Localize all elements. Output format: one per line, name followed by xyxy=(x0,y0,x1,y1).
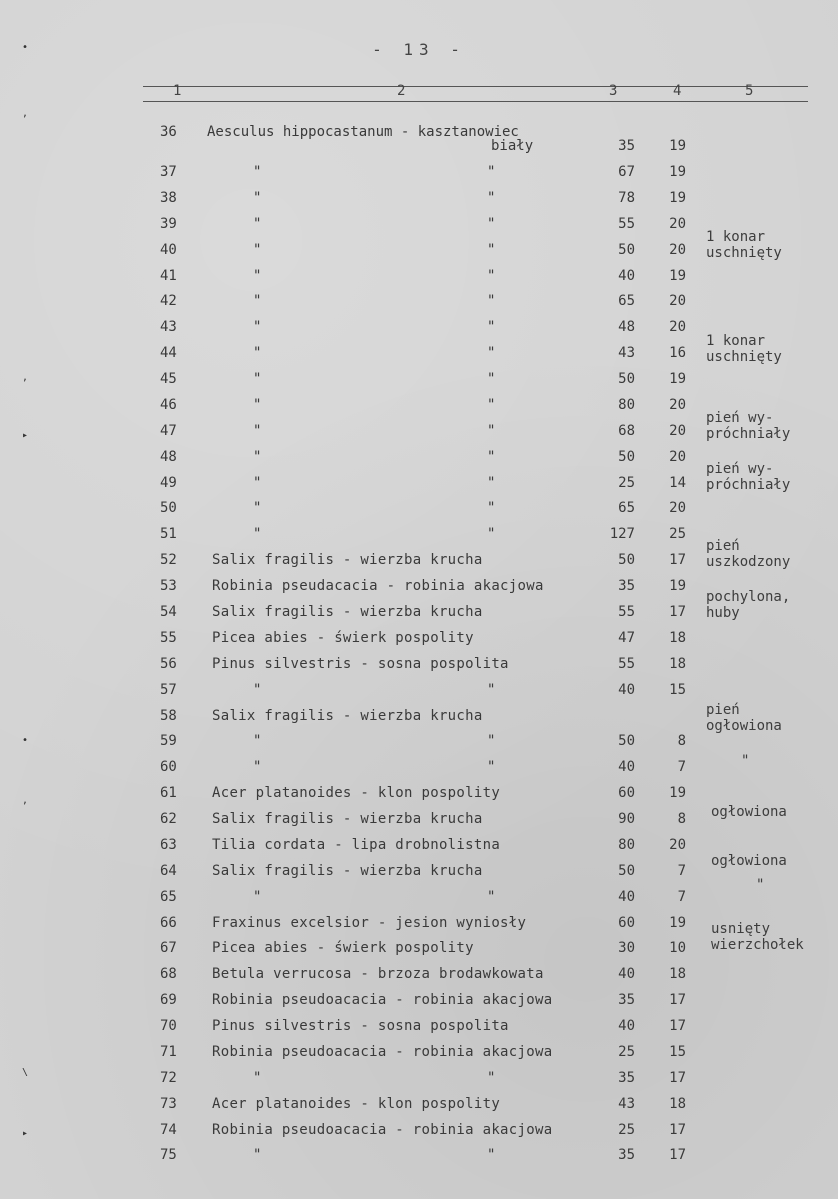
margin-tick: , xyxy=(22,108,29,119)
value-col3: 50 xyxy=(618,552,635,569)
ditto-mark: " xyxy=(253,733,262,750)
column-header-3: 3 xyxy=(609,83,618,99)
row-number: 54 xyxy=(160,604,177,620)
value-col4: 17 xyxy=(669,604,686,620)
ditto-mark: " xyxy=(487,759,496,776)
value-col3: 127 xyxy=(609,526,635,543)
row-number: 47 xyxy=(160,422,177,439)
value-col4: 17 xyxy=(669,1069,686,1086)
row-number: 64 xyxy=(160,862,177,879)
table-row xyxy=(0,889,838,913)
row-number: 73 xyxy=(160,1095,177,1112)
value-col4: 19 xyxy=(669,138,686,154)
note-5: pień uszkodzony xyxy=(706,538,791,570)
row-number: 50 xyxy=(160,500,177,517)
value-col4: 20 xyxy=(669,500,686,517)
ditto-mark: " xyxy=(487,681,496,698)
note-12: usnięty wierzchołek xyxy=(711,921,804,953)
margin-tick: , xyxy=(22,372,29,383)
value-col3: 50 xyxy=(618,241,635,258)
row-number: 72 xyxy=(160,1069,177,1086)
value-col3: 30 xyxy=(618,940,635,957)
value-col3: 65 xyxy=(618,500,635,517)
row-number: 39 xyxy=(160,215,177,232)
value-col4: 7 xyxy=(677,862,686,879)
ditto-mark: " xyxy=(253,448,262,465)
value-col3: 43 xyxy=(618,345,635,362)
value-col3: 40 xyxy=(618,681,635,698)
species-name: Robinia pseudoacacia - robinia akacjowa xyxy=(212,1121,553,1138)
table-top-rule xyxy=(143,86,808,87)
value-col3: 55 xyxy=(618,604,635,620)
value-col3: 35 xyxy=(618,992,635,1009)
species-name: Picea abies - świerk pospolity xyxy=(212,629,474,646)
note-9: ogłowiona xyxy=(711,804,787,820)
table-row xyxy=(0,759,838,783)
ditto-mark: " xyxy=(253,371,262,387)
margin-dot: • xyxy=(22,42,29,53)
species-name: Betula verrucosa - brzoza brodawkowata xyxy=(212,966,544,983)
ditto-mark: " xyxy=(487,500,496,517)
column-header-1: 1 xyxy=(173,83,182,99)
value-col4: 20 xyxy=(669,241,686,258)
value-col4: 20 xyxy=(669,396,686,413)
value-col4: 20 xyxy=(669,293,686,310)
value-col3: 40 xyxy=(618,888,635,905)
ditto-mark: " xyxy=(253,500,262,517)
species-name: Pinus silvestris - sosna pospolita xyxy=(212,1018,509,1034)
table-header-rule xyxy=(143,101,808,102)
value-col4: 7 xyxy=(677,759,686,776)
value-col4: 19 xyxy=(669,267,686,284)
value-col3: 25 xyxy=(618,474,635,491)
value-col3: 55 xyxy=(618,215,635,232)
value-col3: 50 xyxy=(618,371,635,387)
value-col3: 48 xyxy=(618,319,635,336)
row-number: 48 xyxy=(160,448,177,465)
value-col4: 17 xyxy=(669,1018,686,1034)
note-6: pochylona, huby xyxy=(706,589,791,621)
table-row xyxy=(0,1044,838,1068)
value-col4: 20 xyxy=(669,215,686,232)
table-row xyxy=(0,190,838,214)
ditto-mark: " xyxy=(253,526,262,543)
value-col3: 35 xyxy=(618,1069,635,1086)
species-name-continued: biały xyxy=(491,138,534,154)
row-number: 60 xyxy=(160,759,177,776)
table-row xyxy=(0,733,838,757)
ditto-mark: " xyxy=(253,215,262,232)
row-number: 75 xyxy=(160,1147,177,1164)
value-col3: 43 xyxy=(618,1095,635,1112)
row-number: 74 xyxy=(160,1121,177,1138)
page-number: - 13 - xyxy=(372,40,466,59)
ditto-mark: " xyxy=(487,293,496,310)
ditto-mark: " xyxy=(487,888,496,905)
value-col4: 18 xyxy=(669,629,686,646)
table-row xyxy=(0,992,838,1016)
table-row xyxy=(0,1096,838,1120)
ditto-mark: " xyxy=(253,474,262,491)
row-number: 37 xyxy=(160,164,177,180)
note-2: 1 konar uschnięty xyxy=(706,333,782,365)
row-number: 45 xyxy=(160,371,177,387)
ditto-mark: " xyxy=(253,396,262,413)
value-col4: 8 xyxy=(677,733,686,750)
value-col3: 80 xyxy=(618,836,635,853)
row-number: 71 xyxy=(160,1043,177,1060)
row-number: 57 xyxy=(160,681,177,698)
ditto-mark: " xyxy=(487,1147,496,1164)
ditto-mark: " xyxy=(253,888,262,905)
row-number: 44 xyxy=(160,345,177,362)
value-col4: 19 xyxy=(669,785,686,802)
row-number: 62 xyxy=(160,811,177,827)
value-col4: 18 xyxy=(669,655,686,672)
note-7: pień ogłowiona xyxy=(706,702,782,734)
margin-tick: \ xyxy=(22,1067,29,1078)
species-name: Salix fragilis - wierzba krucha xyxy=(212,604,483,620)
table-row xyxy=(0,500,838,524)
value-col4: 20 xyxy=(669,448,686,465)
ditto-mark: " xyxy=(253,164,262,180)
value-col4: 17 xyxy=(669,1147,686,1164)
row-number: 65 xyxy=(160,888,177,905)
ditto-mark: " xyxy=(253,1147,262,1164)
row-number: 43 xyxy=(160,319,177,336)
row-number: 36 xyxy=(160,124,177,140)
row-number: 52 xyxy=(160,552,177,569)
margin-arrow: ▸ xyxy=(22,1128,29,1139)
ditto-mark: " xyxy=(253,293,262,310)
row-number: 70 xyxy=(160,1018,177,1034)
ditto-mark: " xyxy=(487,345,496,362)
species-name: Tilia cordata - lipa drobnolistna xyxy=(212,836,501,853)
margin-tick: , xyxy=(22,795,29,806)
row-number: 58 xyxy=(160,707,177,724)
ditto-mark: " xyxy=(253,267,262,284)
column-header-4: 4 xyxy=(673,83,682,99)
species-name: Salix fragilis - wierzba krucha xyxy=(212,707,483,724)
table-row xyxy=(0,371,838,395)
species-name: Salix fragilis - wierzba krucha xyxy=(212,862,483,879)
species-name: Acer platanoides - klon pospolity xyxy=(212,1095,501,1112)
value-col3: 40 xyxy=(618,1018,635,1034)
row-number: 56 xyxy=(160,655,177,672)
value-col4: 19 xyxy=(669,189,686,206)
value-col3: 35 xyxy=(618,578,635,595)
value-col3: 60 xyxy=(618,785,635,802)
ditto-mark: " xyxy=(487,1069,496,1086)
ditto-mark: " xyxy=(487,396,496,413)
value-col3: 55 xyxy=(618,655,635,672)
row-number: 63 xyxy=(160,836,177,853)
row-number: 61 xyxy=(160,785,177,802)
table-row xyxy=(0,656,838,680)
value-col4: 10 xyxy=(669,940,686,957)
ditto-mark: " xyxy=(487,526,496,543)
value-col3: 47 xyxy=(618,629,635,646)
note-10: ogłowiona xyxy=(711,853,787,869)
value-col4: 19 xyxy=(669,371,686,387)
ditto-mark: " xyxy=(253,422,262,439)
table-row xyxy=(0,966,838,990)
margin-dot: • xyxy=(22,735,29,746)
value-col3: 50 xyxy=(618,448,635,465)
row-number: 69 xyxy=(160,992,177,1009)
row-number: 67 xyxy=(160,940,177,957)
ditto-mark: " xyxy=(487,267,496,284)
value-col4: 7 xyxy=(677,888,686,905)
value-col4: 15 xyxy=(669,681,686,698)
value-col4: 18 xyxy=(669,966,686,983)
ditto-mark: " xyxy=(487,474,496,491)
ditto-mark: " xyxy=(487,733,496,750)
row-number: 46 xyxy=(160,396,177,413)
value-col4: 17 xyxy=(669,552,686,569)
row-number: 59 xyxy=(160,733,177,750)
row-number: 42 xyxy=(160,293,177,310)
value-col4: 14 xyxy=(669,474,686,491)
ditto-mark: " xyxy=(253,1069,262,1086)
ditto-mark: " xyxy=(253,319,262,336)
value-col4: 20 xyxy=(669,836,686,853)
value-col4: 8 xyxy=(677,811,686,827)
value-col4: 20 xyxy=(669,319,686,336)
value-col3: 35 xyxy=(618,1147,635,1164)
value-col4: 19 xyxy=(669,914,686,931)
table-row xyxy=(0,268,838,292)
row-number: 40 xyxy=(160,241,177,258)
value-col3: 60 xyxy=(618,914,635,931)
value-col3: 40 xyxy=(618,267,635,284)
value-col4: 19 xyxy=(669,578,686,595)
species-name: Acer platanoides - klon pospolity xyxy=(212,785,501,802)
value-col3: 25 xyxy=(618,1043,635,1060)
value-col3: 80 xyxy=(618,396,635,413)
value-col4: 20 xyxy=(669,422,686,439)
species-name: Pinus silvestris - sosna pospolita xyxy=(212,655,509,672)
value-col4: 18 xyxy=(669,1095,686,1112)
ditto-mark: " xyxy=(487,189,496,206)
row-number: 53 xyxy=(160,578,177,595)
ditto-mark: " xyxy=(253,759,262,776)
value-col3: 25 xyxy=(618,1121,635,1138)
table-row xyxy=(0,630,838,654)
value-col3: 40 xyxy=(618,966,635,983)
species-name: Salix fragilis - wierzba krucha xyxy=(212,552,483,569)
table-row xyxy=(0,1018,838,1042)
value-col3: 35 xyxy=(618,138,635,154)
value-col3: 78 xyxy=(618,189,635,206)
ditto-mark: " xyxy=(253,345,262,362)
ditto-mark: " xyxy=(487,319,496,336)
note-4: pień wy- próchniały xyxy=(706,461,791,493)
margin-arrow: ▸ xyxy=(22,430,29,441)
value-col3: 67 xyxy=(618,164,635,180)
ditto-mark: " xyxy=(487,422,496,439)
ditto-mark: " xyxy=(487,371,496,387)
value-col3: 50 xyxy=(618,862,635,879)
ditto-mark: " xyxy=(253,189,262,206)
value-col4: 17 xyxy=(669,1121,686,1138)
note-8: " xyxy=(741,753,750,769)
table-row xyxy=(0,293,838,317)
note-1: 1 konar uschnięty xyxy=(706,229,782,261)
species-name: Aesculus hippocastanum - kasztanowiec xyxy=(207,124,519,140)
table-row xyxy=(0,1147,838,1171)
ditto-mark: " xyxy=(487,164,496,180)
value-col4: 17 xyxy=(669,992,686,1009)
ditto-mark: " xyxy=(487,448,496,465)
row-number: 51 xyxy=(160,526,177,543)
row-number: 66 xyxy=(160,914,177,931)
species-name: Salix fragilis - wierzba krucha xyxy=(212,811,483,827)
table-row xyxy=(0,1122,838,1146)
species-name: Fraxinus excelsior - jesion wyniosły xyxy=(212,914,527,931)
column-header-5: 5 xyxy=(745,83,754,99)
row-number: 68 xyxy=(160,966,177,983)
species-name: Picea abies - świerk pospolity xyxy=(212,940,474,957)
column-header-2: 2 xyxy=(397,83,406,99)
value-col4: 19 xyxy=(669,164,686,180)
note-11: " xyxy=(756,877,765,893)
value-col3: 65 xyxy=(618,293,635,310)
ditto-mark: " xyxy=(253,681,262,698)
row-number: 49 xyxy=(160,474,177,491)
ditto-mark: " xyxy=(487,241,496,258)
value-col4: 16 xyxy=(669,345,686,362)
table-row xyxy=(0,138,838,162)
table-row xyxy=(0,164,838,188)
value-col3: 90 xyxy=(618,811,635,827)
value-col4: 15 xyxy=(669,1043,686,1060)
row-number: 55 xyxy=(160,629,177,646)
row-number: 41 xyxy=(160,267,177,284)
species-name: Robinia pseudacacia - robinia akacjowa xyxy=(212,578,544,595)
ditto-mark: " xyxy=(253,241,262,258)
value-col3: 50 xyxy=(618,733,635,750)
value-col4: 25 xyxy=(669,526,686,543)
table-row xyxy=(0,1070,838,1094)
value-col3: 68 xyxy=(618,422,635,439)
ditto-mark: " xyxy=(487,215,496,232)
species-name: Robinia pseudoacacia - robinia akacjowa xyxy=(212,992,553,1009)
note-3: pień wy- próchniały xyxy=(706,410,791,442)
row-number: 38 xyxy=(160,189,177,206)
value-col3: 40 xyxy=(618,759,635,776)
species-name: Robinia pseudoacacia - robinia akacjowa xyxy=(212,1043,553,1060)
